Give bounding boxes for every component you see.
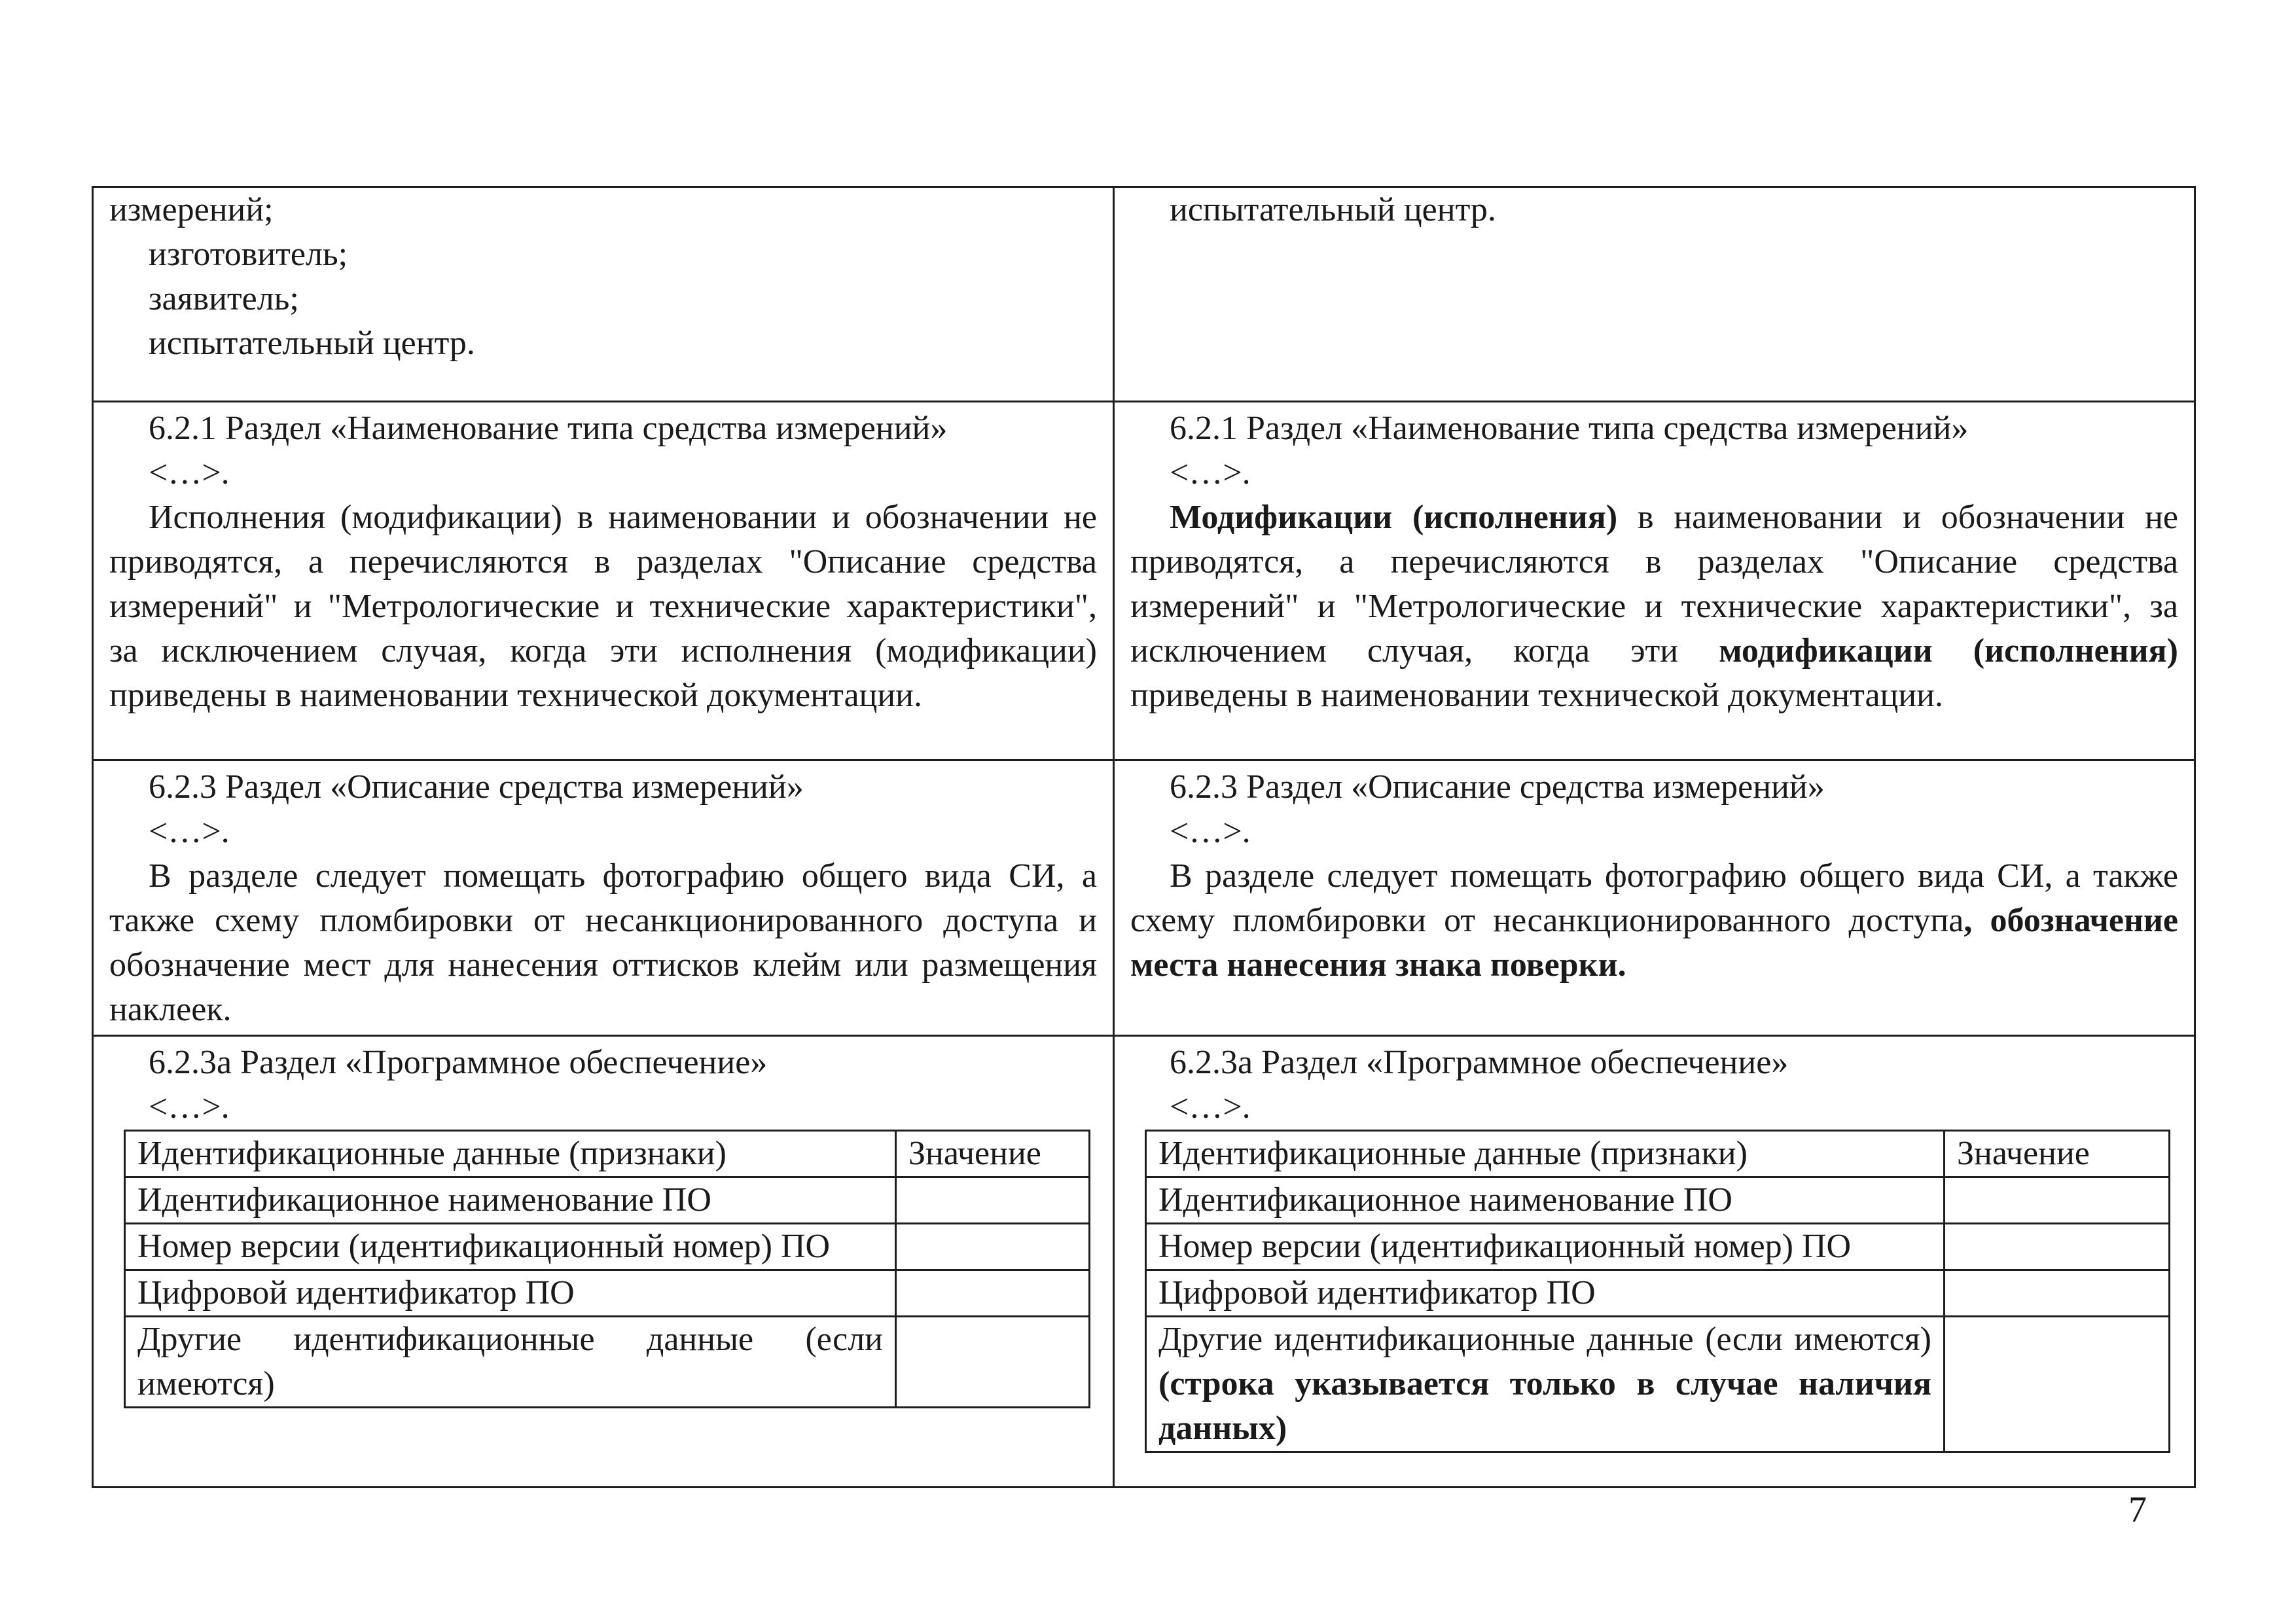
value-cell bbox=[896, 1317, 1090, 1408]
section-body: В разделе следует помещать фотографию общего вида СИ, а также схему пломбировки от несанкционированного доступа и обозначение мест для нанесения оттисков клейм или размещения наклеек. bbox=[109, 857, 1097, 1028]
table-row bbox=[1146, 1317, 2170, 1452]
table-row bbox=[93, 187, 2195, 402]
body-text: Другие идентификационные данные (если имеются) bbox=[1158, 1321, 1931, 1358]
value-cell bbox=[1945, 1270, 2170, 1317]
table-cell: Идентификационное наименование ПО bbox=[125, 1177, 896, 1224]
text-line: изготовитель; bbox=[149, 236, 348, 273]
table-row bbox=[125, 1177, 1090, 1224]
right-cell bbox=[1114, 1036, 2195, 1488]
page-number: 7 bbox=[2128, 1489, 2147, 1530]
value-cell bbox=[1945, 1224, 2170, 1270]
header-cell: Идентификационные данные (признаки) bbox=[125, 1131, 896, 1177]
body-text: приведены в наименовании технической документации. bbox=[1130, 677, 1944, 714]
section-heading: 6.2.1 Раздел «Наименование типа средства измерений» bbox=[1170, 410, 1969, 447]
section-heading: 6.2.1 Раздел «Наименование типа средства измерений» bbox=[149, 410, 948, 447]
table-header-row bbox=[1146, 1131, 2170, 1177]
text-line: испытательный центр. bbox=[1170, 191, 1496, 228]
comparison-table bbox=[92, 186, 2196, 1488]
value-cell bbox=[896, 1270, 1090, 1317]
section-heading: 6.2.3а Раздел «Программное обеспечение» bbox=[149, 1044, 768, 1081]
ellipsis: <…>. bbox=[1170, 1088, 1251, 1126]
text-line: измерений; bbox=[109, 191, 274, 228]
table-row bbox=[125, 1317, 1090, 1408]
table-row bbox=[1146, 1224, 2170, 1270]
bold-text: Модификации (исполнения) bbox=[1170, 499, 1618, 536]
right-cell bbox=[1114, 760, 2195, 1036]
value-cell bbox=[896, 1177, 1090, 1224]
table-header-row bbox=[125, 1131, 1090, 1177]
bold-text: , обозначение места нанесения знака поверки. bbox=[1130, 902, 2178, 984]
table-row bbox=[93, 1036, 2195, 1488]
header-cell: Значение bbox=[896, 1131, 1090, 1177]
value-cell bbox=[896, 1224, 1090, 1270]
value-cell bbox=[1945, 1177, 2170, 1224]
body-text: В разделе следует помещать фотографию общего вида СИ, а также схему пломбировки от несанкционированного доступа bbox=[1130, 857, 2178, 939]
table-row bbox=[125, 1270, 1090, 1317]
section-body bbox=[1130, 495, 2178, 718]
left-cell bbox=[93, 1036, 1114, 1488]
table-cell bbox=[1146, 1317, 1945, 1452]
table-cell: Номер версии (идентификационный номер) ПО bbox=[1146, 1224, 1945, 1270]
section-body bbox=[1130, 854, 2178, 988]
table-row bbox=[1146, 1177, 2170, 1224]
ellipsis: <…>. bbox=[149, 454, 230, 491]
section-heading: 6.2.3 Раздел «Описание средства измерений» bbox=[1170, 768, 1825, 806]
section-body: Исполнения (модификации) в наименовании и обозначении не приводятся, а перечисляются в разделах "Описание средства измерений" и "Метрологические и технические характеристики", за исключением случая, когда эти исполнения (модификации) приведены в наименовании технической документации. bbox=[109, 499, 1097, 714]
header-cell: Значение bbox=[1945, 1131, 2170, 1177]
table-row bbox=[93, 402, 2195, 760]
value-cell bbox=[1945, 1317, 2170, 1452]
right-cell bbox=[1114, 187, 2195, 402]
ellipsis: <…>. bbox=[1170, 813, 1251, 850]
software-id-table bbox=[1145, 1130, 2170, 1453]
table-cell: Другие идентификационные данные (если имеются) bbox=[125, 1317, 896, 1408]
body-text: в наименовании и обозначении не приводятся, а перечисляются в разделах "Описание средства измерений" и "Метрологические и технические характеристики", за исключением случая, когда эти bbox=[1130, 499, 2178, 669]
table-row bbox=[125, 1224, 1090, 1270]
table-row bbox=[93, 760, 2195, 1036]
bold-text: модификации (исполнения) bbox=[1719, 632, 2178, 669]
left-cell bbox=[93, 760, 1114, 1036]
table-cell: Номер версии (идентификационный номер) ПО bbox=[125, 1224, 896, 1270]
table-cell: Цифровой идентификатор ПО bbox=[1146, 1270, 1945, 1317]
bold-text: (строка указывается только в случае наличия данных) bbox=[1158, 1365, 1931, 1447]
text-line: заявитель; bbox=[149, 280, 299, 317]
ellipsis: <…>. bbox=[1170, 454, 1251, 491]
ellipsis: <…>. bbox=[149, 813, 230, 850]
table-cell: Цифровой идентификатор ПО bbox=[125, 1270, 896, 1317]
software-id-table bbox=[124, 1130, 1090, 1408]
text-line: испытательный центр. bbox=[149, 325, 475, 362]
table-cell: Идентификационное наименование ПО bbox=[1146, 1177, 1945, 1224]
left-cell bbox=[93, 402, 1114, 760]
header-cell: Идентификационные данные (признаки) bbox=[1146, 1131, 1945, 1177]
section-heading: 6.2.3 Раздел «Описание средства измерений» bbox=[149, 768, 804, 806]
section-heading: 6.2.3а Раздел «Программное обеспечение» bbox=[1170, 1044, 1789, 1081]
ellipsis: <…>. bbox=[149, 1088, 230, 1126]
right-cell bbox=[1114, 402, 2195, 760]
table-row bbox=[1146, 1270, 2170, 1317]
left-cell bbox=[93, 187, 1114, 402]
